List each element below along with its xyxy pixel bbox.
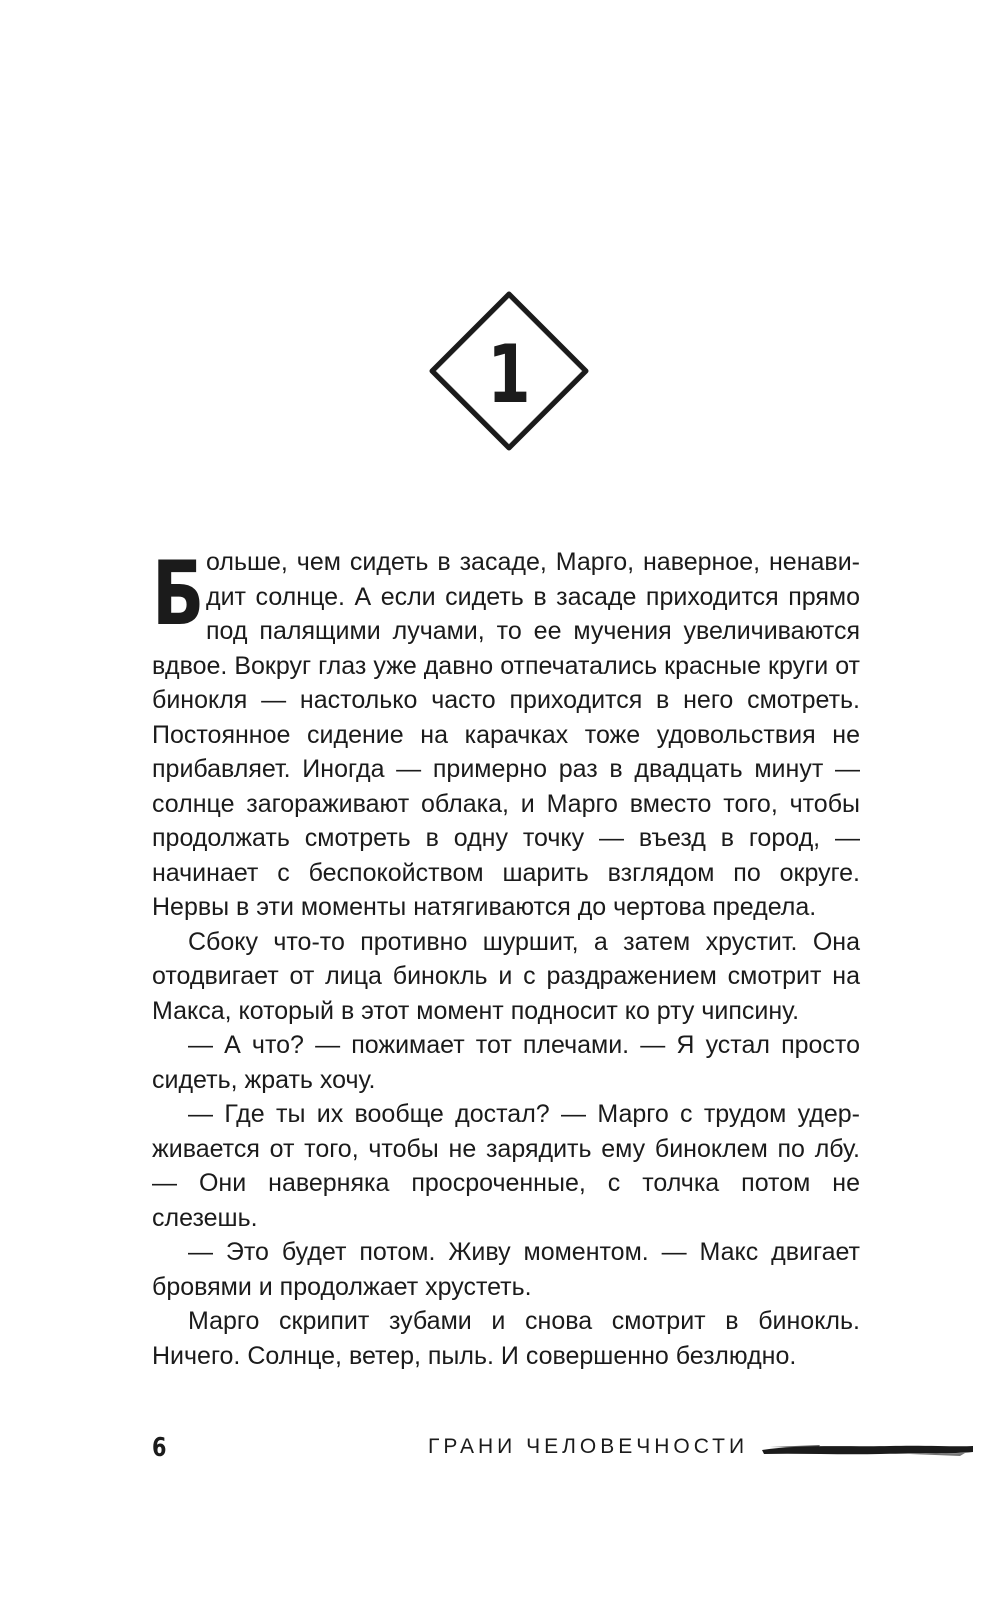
page-footer — [0, 1433, 1000, 1473]
running-title: ГРАНИ ЧЕЛОВЕЧНОСТИ — [428, 1435, 749, 1458]
chapter-text — [152, 542, 860, 1373]
dialogue-line: — Это будет потом. Живу моментом. — Макс двигает бровями и продолжает хрустеть. — [152, 1238, 860, 1301]
paragraph: Сбоку что-то противно шуршит, а затем хрустит. Она отодвигает от лица бинокль и с раздражением смотрит на Макса, который в этот момент подносит ко рту чипсину. — [152, 927, 860, 1025]
brush-stroke-icon — [760, 1438, 975, 1460]
paragraph — [152, 542, 860, 925]
dialogue-line: — Где ты их вообще достал? — Марго с трудом удерживается от того, чтобы не зарядить ему биноклем по лбу. — Они наверняка просроченные, с толчка потом не слезешь. — [152, 1100, 860, 1232]
page-number: 6 — [152, 1433, 167, 1463]
paragraph: Марго скрипит зубами и снова смотрит в бинокль. Ничего. Солнце, ветер, пыль. И совершенно безлюдно. — [152, 1307, 860, 1370]
chapter-number-badge — [429, 291, 589, 451]
chapter-number: 1 — [487, 327, 531, 421]
diamond-frame-icon — [429, 291, 589, 451]
paragraph-text: ольше, чем сидеть в засаде, Марго, наверное, ненавидит солнце. А если сидеть в засаде приходится прямо под палящими лучами, то ее мучения увеличиваются вдвое. Вокруг глаз уже давно отпечатались красные круги от бинокля — настолько часто приходится в него смотреть. Постоянное сидение на карачках тоже удовольствия не прибавляет. Иногда — примерно раз в двадцать минут — солнце загораживают облака, и Марго вместо того, чтобы продолжать смотреть в одну точку — въезд в город, — начинает с беспокойством шарить взглядом по округе. Нервы в эти моменты натягиваются до чертова предела. — [152, 548, 860, 921]
drop-cap: Б — [152, 542, 205, 645]
dialogue-line: — А что? — пожимает тот плечами. — Я устал просто сидеть, жрать хочу. — [152, 1031, 860, 1094]
